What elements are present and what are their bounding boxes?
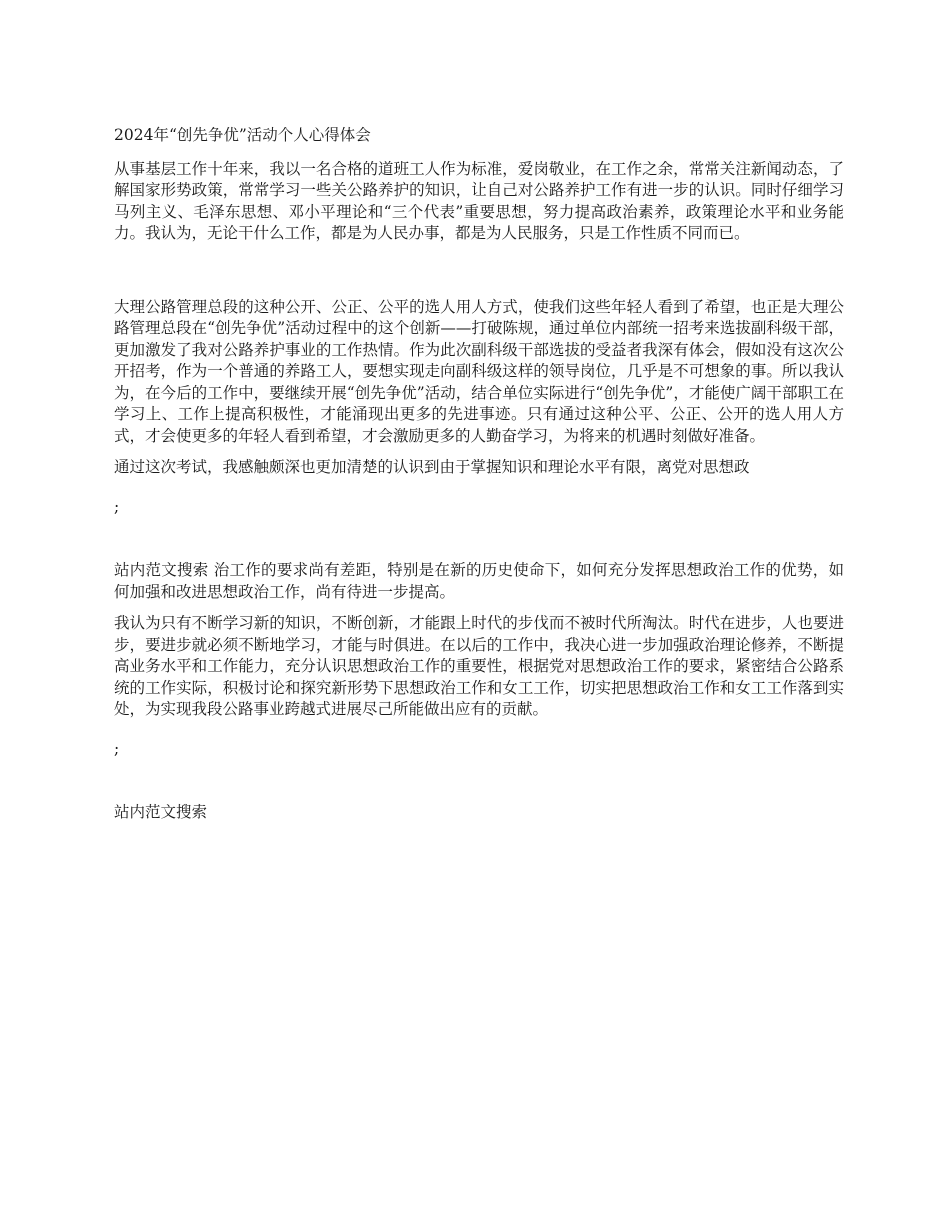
paragraph-4 [114,560,844,603]
search-link-2[interactable]: 站内范文搜索 [114,803,208,821]
document-body [114,125,844,834]
paragraph-5: 我认为只有不断学习新的知识，不断创新，才能跟上时代的步伐而不被时代所淘汰。时代在进步，人也要进步，要进步就必须不断地学习，才能与时俱进。在以后的工作中，我决心进一步加强政治理论修养，不断提高业务水平和工作能力，充分认识思想政治工作的重要性，根据党对思想政治工作的要求，紧密结合公路系统的工作实际，积极讨论和探究新形势下思想政治工作和女工工作，切实把思想政治工作和女工工作落到实处，为实现我段公路事业跨越式进展尽己所能做出应有的贡献。 [114,614,844,718]
paragraph-3: 通过这次考试，我感触颇深也更加清楚的认识到由于掌握知识和理论水平有限，离党对思想政 [114,458,750,476]
document-title: 2024年“创先争优”活动个人心得体会 [114,126,371,144]
spacer [114,255,844,297]
semicolon-2: ; [114,739,120,758]
semicolon-1: ; [114,497,120,516]
spacer [114,760,844,802]
spacer [114,518,844,560]
paragraph-2: 大理公路管理总段的这种公开、公正、公平的选人用人方式，使我们这些年轻人看到了希望，也正是大理公路管理总段在“创先争优”活动过程中的这个创新——打破陈规，通过单位内部统一招考来选拔副科级干部，更加激发了我对公路养护事业的工作热情。作为此次副科级干部选拔的受益者我深有体会，假如没有这次公开招考，作为一个普通的养路工人，要想实现走向副科级这样的领导岗位，几乎是不可想象的事。所以我认为，在今后的工作中，要继续开展“创先争优”活动，结合单位实际进行“创先争优”，才能使广阔干部职工在学习上、工作上提高积极性，才能涌现出更多的先进事迹。只有通过这种公平、公正、公开的选人用人方式，才会使更多的年轻人看到希望，才会激励更多的人勤奋学习，为将来的机遇时刻做好准备。 [114,297,844,445]
paragraph-1: 从事基层工作十年来，我以一名合格的道班工人作为标准，爱岗敬业，在工作之余，常常关注新闻动态，了解国家形势政策，常常学习一些关公路养护的知识，让自己对公路养护工作有进一步的认识。同时仔细学习马列主义、毛泽东思想、邓小平理论和“三个代表”重要思想，努力提高政治素养，政策理论水平和业务能力。我认为，无论干什么工作，都是为人民办事，都是为人民服务，只是工作性质不同而已。 [114,159,844,242]
paragraph-4-text: 治工作的要求尚有差距，特别是在新的历史使命下，如何充分发挥思想政治工作的优势，如何加强和改进思想政治工作，尚有待进一步提高。 [114,561,844,601]
search-link-1[interactable]: 站内范文搜索 [114,561,209,579]
